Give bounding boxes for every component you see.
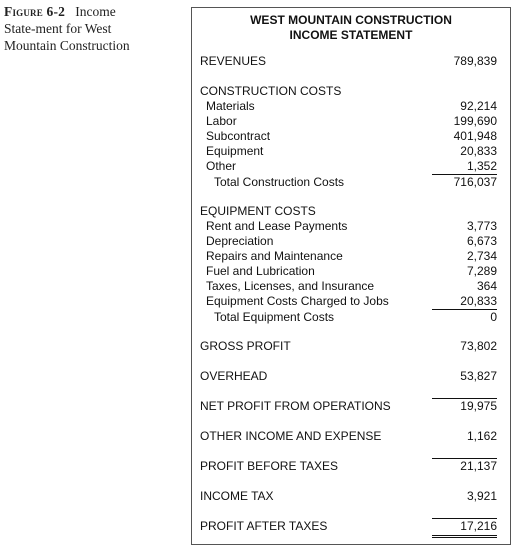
- construction-cost-row: [200, 159, 497, 174]
- equipment-cost-row: [200, 279, 497, 294]
- equipment-cost-label: Fuel and Lubrication: [206, 264, 315, 278]
- net-profit-row: [200, 399, 497, 414]
- figure-label: Figure 6-2: [4, 4, 66, 19]
- profit-after-taxes-label: PROFIT AFTER TAXES: [200, 519, 328, 533]
- construction-cost-value: 1,352: [466, 159, 497, 173]
- gross-profit-row: [200, 339, 497, 354]
- equipment-cost-value: 3,773: [466, 219, 497, 233]
- total-construction-costs-value: 716,037: [453, 175, 497, 189]
- gross-profit-label: GROSS PROFIT: [200, 339, 291, 353]
- total-construction-costs-label: Total Construction Costs: [214, 175, 345, 189]
- revenues-row: [200, 54, 497, 69]
- construction-cost-label: Materials: [206, 99, 255, 113]
- equipment-cost-value: 2,734: [466, 249, 497, 263]
- statement-title-company: WEST MOUNTAIN CONSTRUCTION: [250, 13, 452, 27]
- construction-cost-value: 401,948: [453, 129, 497, 143]
- equipment-costs-heading-label: EQUIPMENT COSTS: [200, 204, 316, 218]
- total-construction-costs-row: [200, 175, 497, 190]
- equipment-cost-label: Repairs and Maintenance: [206, 249, 343, 263]
- total-equipment-costs-label: Total Equipment Costs: [214, 310, 335, 324]
- income-statement: [191, 7, 511, 545]
- construction-cost-row: [200, 144, 497, 159]
- profit-before-taxes-row: [200, 459, 497, 474]
- equipment-cost-value: 20,833: [460, 294, 497, 308]
- revenues-value: 789,839: [453, 54, 497, 68]
- figure-caption: [4, 3, 174, 54]
- total-equipment-costs-value: 0: [490, 310, 497, 324]
- revenues-label: REVENUES: [200, 54, 267, 68]
- equipment-cost-value: 364: [476, 279, 497, 293]
- other-income-label: OTHER INCOME AND EXPENSE: [200, 429, 382, 443]
- construction-costs-heading: [200, 84, 497, 99]
- other-income-value: 1,162: [466, 429, 497, 443]
- profit-after-taxes-value: 17,216: [460, 519, 497, 533]
- caption-line-1: [4, 3, 174, 20]
- equipment-cost-label: Depreciation: [206, 234, 274, 248]
- equipment-cost-value: 7,289: [466, 264, 497, 278]
- construction-cost-value: 199,690: [453, 114, 497, 128]
- income-tax-row: [200, 489, 497, 504]
- equipment-cost-row: [200, 219, 497, 234]
- construction-cost-label: Subcontract: [206, 129, 271, 143]
- construction-cost-row: [200, 114, 497, 129]
- income-tax-label: INCOME TAX: [200, 489, 274, 503]
- caption-text-1: Income: [75, 4, 116, 19]
- total-equipment-costs-row: [200, 310, 497, 325]
- equipment-cost-label: Equipment Costs Charged to Jobs: [206, 294, 389, 308]
- caption-line-3: Mountain Construction: [4, 38, 130, 53]
- construction-cost-row: [200, 99, 497, 114]
- caption-line-2: State-ment for West: [4, 21, 112, 36]
- overhead-row: [200, 369, 497, 384]
- statement-title-report: INCOME STATEMENT: [289, 28, 413, 42]
- construction-costs-heading-label: CONSTRUCTION COSTS: [200, 84, 342, 98]
- final-total-double-rule: [432, 535, 497, 538]
- construction-cost-label: Labor: [206, 114, 237, 128]
- net-profit-label: NET PROFIT FROM OPERATIONS: [200, 399, 391, 413]
- construction-cost-label: Other: [206, 159, 237, 173]
- profit-before-taxes-label: PROFIT BEFORE TAXES: [200, 459, 339, 473]
- construction-cost-label: Equipment: [206, 144, 264, 158]
- construction-cost-row: [200, 129, 497, 144]
- equipment-cost-label: Rent and Lease Payments: [206, 219, 348, 233]
- profit-after-taxes-row: [200, 519, 497, 534]
- construction-cost-value: 92,214: [460, 99, 497, 113]
- net-profit-value: 19,975: [460, 399, 497, 413]
- overhead-label: OVERHEAD: [200, 369, 268, 383]
- overhead-value: 53,827: [460, 369, 497, 383]
- profit-before-taxes-value: 21,137: [460, 459, 497, 473]
- other-income-row: [200, 429, 497, 444]
- equipment-cost-row: [200, 234, 497, 249]
- income-tax-value: 3,921: [466, 489, 497, 503]
- equipment-cost-label: Taxes, Licenses, and Insurance: [206, 279, 375, 293]
- equipment-costs-heading: [200, 204, 497, 219]
- equipment-cost-row: [200, 264, 497, 279]
- equipment-cost-row: [200, 249, 497, 264]
- equipment-cost-row: [200, 294, 497, 309]
- gross-profit-value: 73,802: [460, 339, 497, 353]
- equipment-cost-value: 6,673: [466, 234, 497, 248]
- construction-cost-value: 20,833: [460, 144, 497, 158]
